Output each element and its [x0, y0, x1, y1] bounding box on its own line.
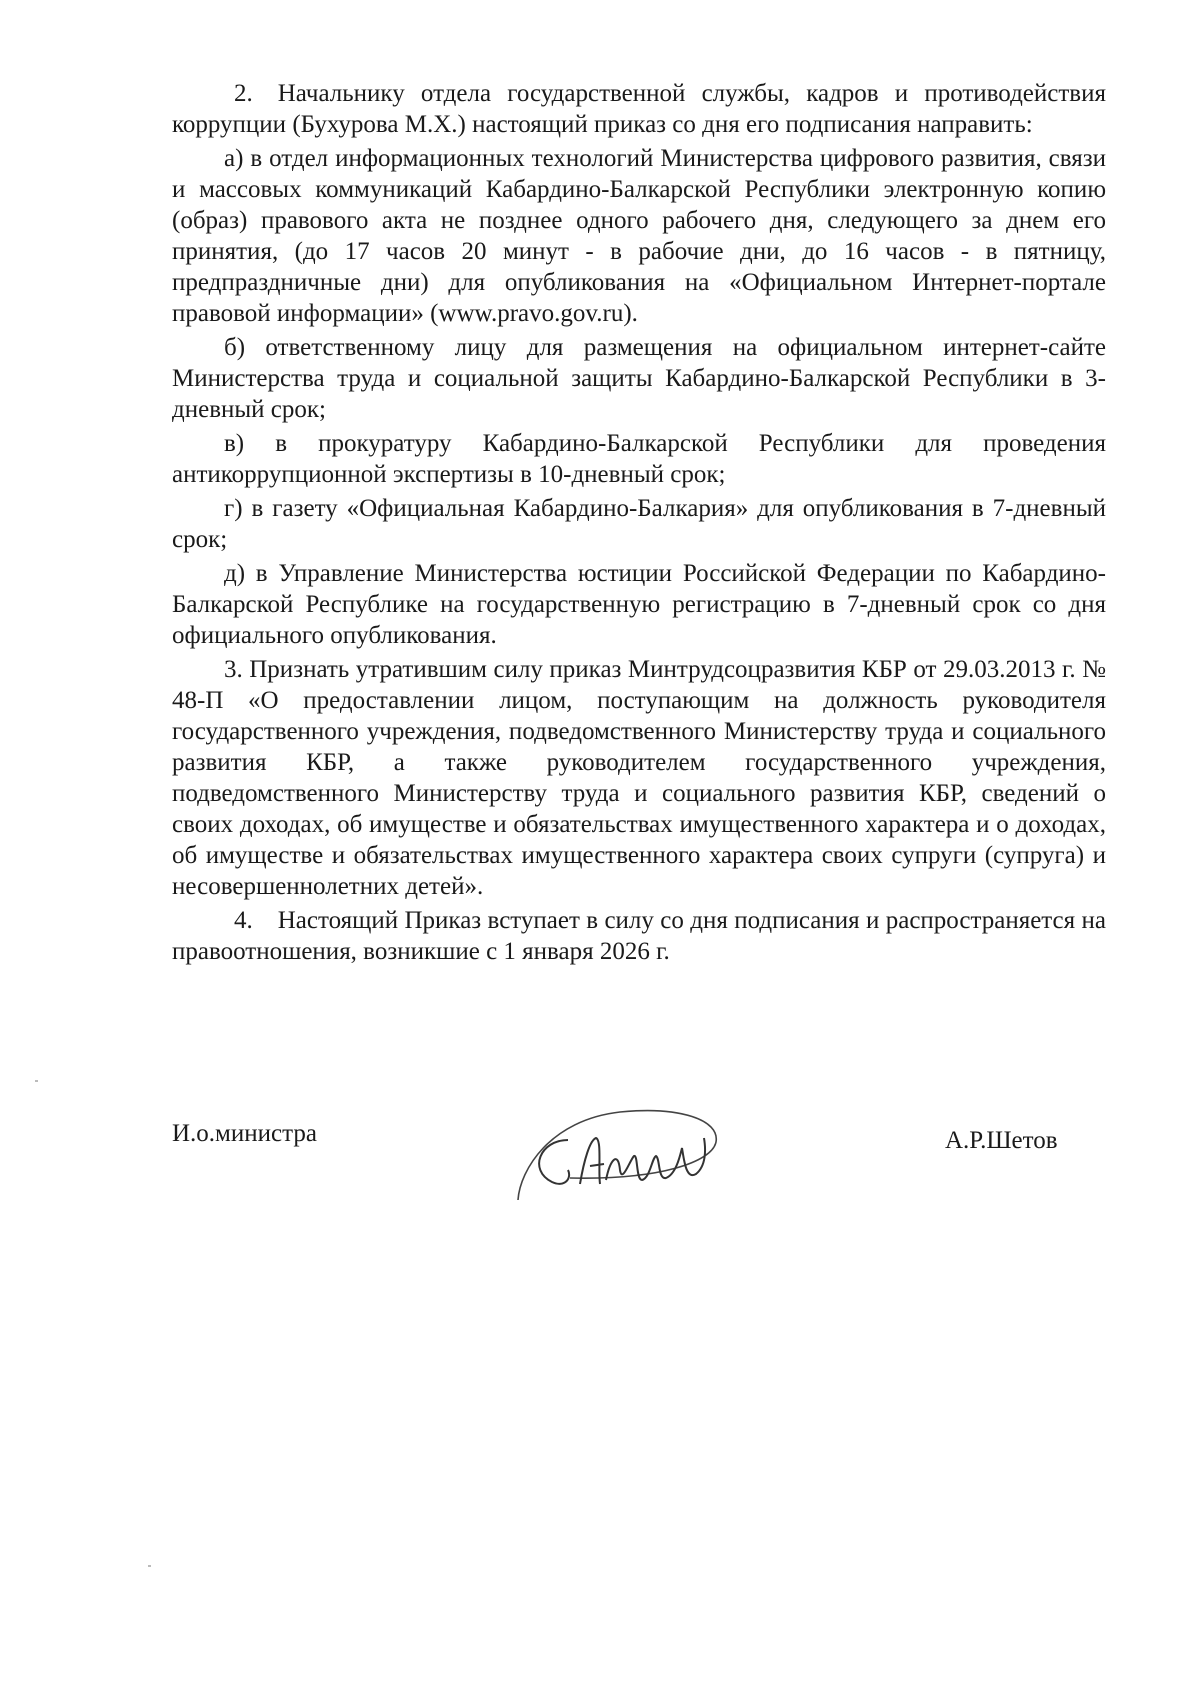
paragraph-subitem-d: д) в Управление Министерства юстиции Российской Федерации по Кабардино-Балкарской Республике на государственную регистрацию в 7-дневный срок со дня официального опубликования. — [172, 560, 1106, 649]
paragraph-subitem-g: г) в газету «Официальная Кабардино-Балкария» для опубликования в 7-дневный срок; — [172, 495, 1106, 553]
document-body — [172, 78, 1106, 970]
paragraph-item-3: 3. Признать утратившим силу приказ Минтрудсоцразвития КБР от 29.03.2013 г. № 48-П «О предоставлении лицом, поступающим на должность руководителя государственного учреждения, подведомственного Министерству труда и социального развития КБР, а также руководителем государственного учреждения, подведомственного Министерству труда и социального развития КБР, сведений о своих доходах, об имуществе и обязательствах имущественного характера и о доходах, об имуществе и обязательствах имущественного характера своих супруги (супруга) и несовершеннолетних детей». — [172, 656, 1106, 900]
scan-speck — [148, 1565, 151, 1567]
paragraph-subitem-v: в) в прокуратуру Кабардино-Балкарской Республики для проведения антикоррупционной экспертизы в 10-дневный срок; — [172, 430, 1106, 488]
signatory-title: И.о.министра — [172, 1120, 317, 1147]
paragraph-subitem-b: б) ответственному лицу для размещения на официальном интернет-сайте Министерства труда и социальной защиты Кабардино-Балкарской Республики в 3-дневный срок; — [172, 334, 1106, 423]
scan-speck — [35, 1080, 38, 1082]
paragraph-subitem-a: а) в отдел информационных технологий Министерства цифрового развития, связи и массовых коммуникаций Кабардино-Балкарской Республики электронную копию (образ) правового акта не позднее одного рабочего дня, следующего за днем его принятия, (до 17 часов 20 минут - в рабочие дни, до 16 часов - в пятницу, предпраздничные дни) для опубликования на «Официальном Интернет-портале правовой информации» (www.pravo.gov.ru). — [172, 145, 1106, 327]
handwritten-signature — [510, 1100, 740, 1210]
paragraph-item-4: 4. Настоящий Приказ вступает в силу со дня подписания и распространяется на правоотношения, возникшие с 1 января 2026 г. — [172, 907, 1106, 965]
paragraph-item-2: 2. Начальнику отдела государственной службы, кадров и противодействия коррупции (Бухурова М.Х.) настоящий приказ со дня его подписания направить: — [172, 80, 1106, 138]
signatory-name: А.Р.Шетов — [945, 1127, 1058, 1154]
signature-block — [0, 1100, 1200, 1220]
